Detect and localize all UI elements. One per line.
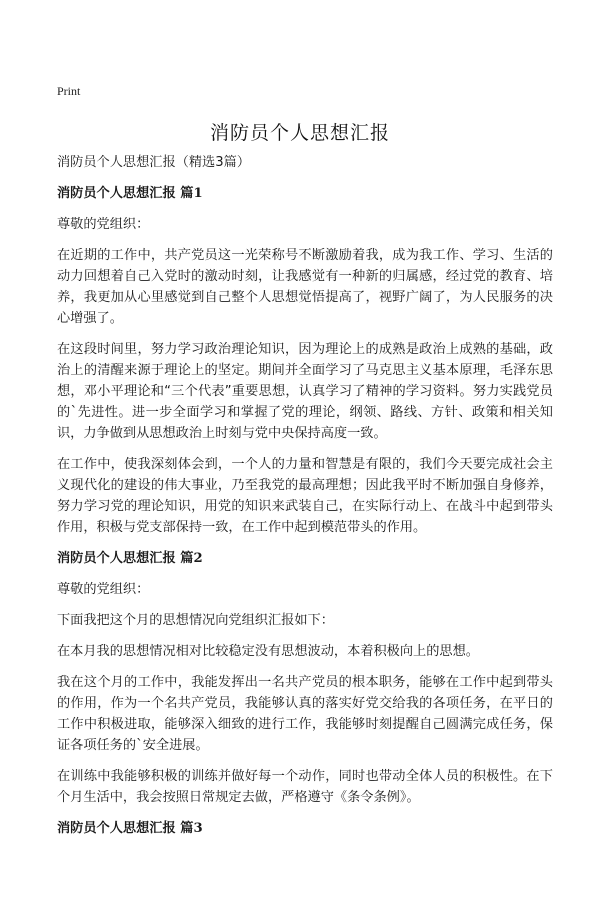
paragraph: 在这段时间里，努力学习政治理论知识，因为理论上的成熟是政治上成熟的基础，政治上的清醒来源于理论上的坚定。期间并全面学习了马克思主义基本原理，毛泽东思想，邓小平理论和“三个代表”重要思想，认真学习了精神的学习资料。努力实践党员的`先进性。进一步全面学习和掌握了党的理论，纲领、路线、方针、政策和相关知识，力争做到从思想政治上时刻与党中央保持高度一致。 [57, 342, 553, 441]
paragraph: 我在这个月的工作中，我能发挥出一名共产党员的根本职务，能够在工作中起到带头的作用，作为一个名共产党员，我能够认真的落实好党交给我的各项任务，在平日的工作中积极进取，能够深入细致的进行工作，我能够时刻提醒自己圆满完成任务，保证各项任务的`安全进展。 [57, 675, 553, 753]
salutation: 尊敬的党组织： [57, 582, 150, 597]
salutation: 尊敬的党组织： [57, 217, 150, 232]
print-label: Print [57, 84, 81, 98]
paragraph: 下面我把这个月的思想情况向党组织汇报如下： [57, 613, 334, 628]
document-title: 消防员个人思想汇报 [209, 122, 390, 144]
section-heading: 消防员个人思想汇报 篇3 [57, 821, 203, 836]
paragraph: 在近期的工作中，共产党员这一光荣称号不断激励着我，成为我工作、学习、生活的动力回想着自己入党时的激动时刻，让我感觉有一种新的归属感，经过党的教育、培养，我更加从心里感觉到自己整个人思想觉悟提高了，视野广阔了，为人民服务的决心增强了。 [57, 248, 553, 326]
paragraph: 在工作中，使我深刻体会到，一个人的力量和智慧是有限的，我们今天要完成社会主义现代化的建设的伟大事业，乃至我党的最高理想；因此我平时不断加强自身修养，努力学习党的理论知识，用党的知识来武装自己，在实际行动上、在战斗中起到带头作用，积极与党支部保持一致，在工作中起到模范带头的作用。 [57, 457, 553, 535]
document-body [57, 152, 553, 849]
paragraph: 在训练中我能够积极的训练并做好每一个动作，同时也带动全体人员的积极性。在下个月生活中，我会按照日常规定去做，严格遵守《条令条例》。 [57, 769, 553, 805]
document-subtitle: 消防员个人思想汇报（精选3篇） [57, 155, 251, 170]
section-heading: 消防员个人思想汇报 篇1 [57, 186, 203, 201]
section-heading: 消防员个人思想汇报 篇2 [57, 551, 203, 566]
paragraph: 在本月我的思想情况相对比较稳定没有思想波动，本着积极向上的思想。 [57, 644, 479, 659]
